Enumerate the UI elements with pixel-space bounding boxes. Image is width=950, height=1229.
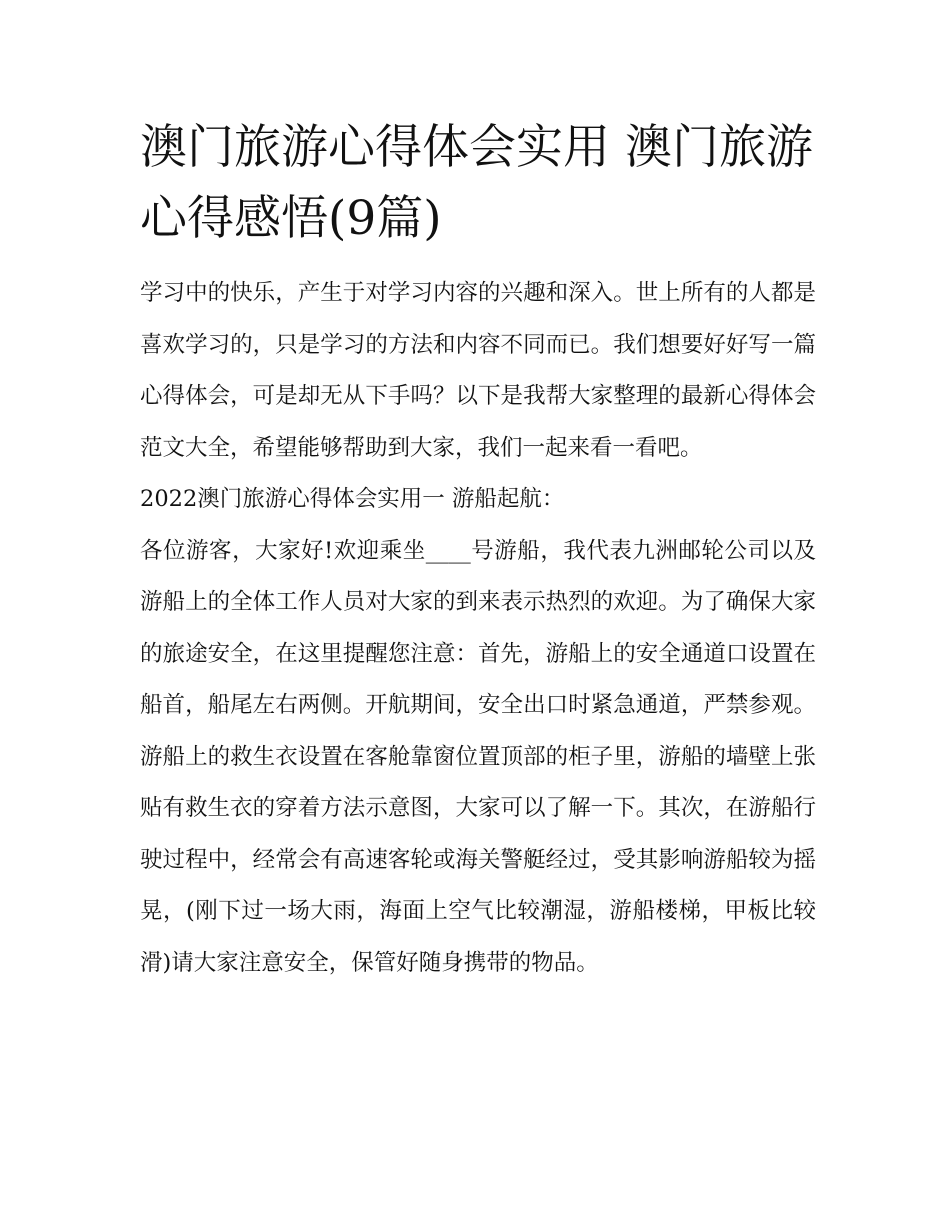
intro-paragraph: 学习中的快乐，产生于对学习内容的兴趣和深入。世上所有的人都是喜欢学习的，只是学习的方法和内容不同而已。我们想要好好写一篇心得体会，可是却无从下手吗？以下是我帮大家整理的最新心得体会范文大全，希望能够帮助到大家，我们一起来看一看吧。 bbox=[140, 280, 816, 461]
section-heading: 2022澳门旅游心得体会实用一 游船起航： bbox=[140, 486, 565, 512]
document-content bbox=[140, 112, 816, 989]
document-title: 澳门旅游心得体会实用 澳门旅游心得感悟(9篇) bbox=[140, 120, 813, 246]
body-paragraph: 各位游客，大家好!欢迎乘坐____号游船，我代表九洲邮轮公司以及游船上的全体工作人员对大家的到来表示热烈的欢迎。为了确保大家的旅途安全，在这里提醒您注意：首先，游船上的安全通道口设置在船首，船尾左右两侧。开航期间，安全出口时紧急通道，严禁参观。游船上的救生衣设置在客舱靠窗位置顶部的柜子里，游船的墙壁上张贴有救生衣的穿着方法示意图，大家可以了解一下。其次，在游船行驶过程中，经常会有高速客轮或海关警艇经过，受其影响游船较为摇晃，(刚下过一场大雨，海面上空气比较潮湿，游船楼梯，甲板比较滑)请大家注意安全，保管好随身携带的物品。 bbox=[140, 537, 816, 976]
